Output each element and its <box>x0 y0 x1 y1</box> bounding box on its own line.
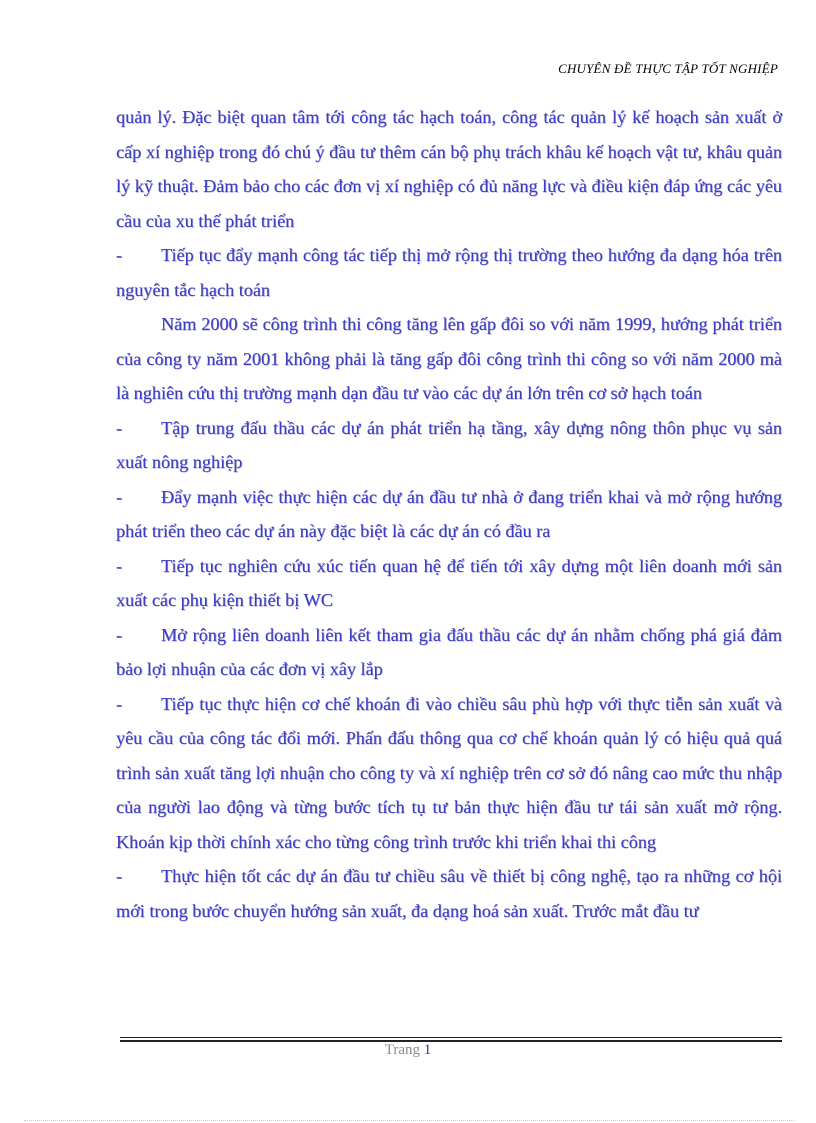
bullet-item <box>116 618 782 687</box>
bullet-text: Thực hiện tốt các dự án đầu tư chiều sâu về thiết bị công nghệ, tạo ra những cơ hội mới trong bước chuyển hướng sản xuất, đa dạng hoá sản xuất. Trước mắt đầu tư <box>116 866 782 921</box>
dash-marker: - <box>116 417 123 438</box>
paragraph: Năm 2000 sẽ công trình thi công tăng lên gấp đôi so với năm 1999, hướng phát triển của công ty năm 2001 không phải là tăng gấp đôi công trình thi công so với năm 2000 mà là nghiên cứu thị trường mạnh dạn đầu tư vào các dự án lớn trên cơ sở hạch toán <box>116 314 782 403</box>
dash-marker: - <box>116 486 123 507</box>
bullet-item <box>116 859 782 928</box>
bullet-text: Đẩy mạnh việc thực hiện các dự án đầu tư nhà ở đang triển khai và mở rộng hướng phát triển theo các dự án này đặc biệt là các dự án có đầu ra <box>116 486 782 541</box>
bullet-item <box>116 411 782 480</box>
running-header: CHUYÊN ĐỀ THỰC TẬP TỐT NGHIỆP <box>558 61 778 76</box>
bullet-item <box>116 687 782 860</box>
page-number: 1 <box>423 1042 432 1058</box>
dash-marker: - <box>116 555 123 576</box>
bullet-text: Tiếp tục thực hiện cơ chế khoán đi vào chiều sâu phù hợp với thực tiễn sản xuất và yêu cầu của công tác đổi mới. Phấn đấu thông qua cơ chế khoán quản lý có hiệu quả quá trình sản xuất tăng lợi nhuận cho công ty và xí nghiệp trên cơ sở đó nâng cao mức thu nhập của người lao động và từng bước tích tụ tư bản thực hiện đầu tư tái sản xuất mở rộng. Khoán kịp thời chính xác cho từng công trình trước khi triển khai thi công <box>116 693 782 852</box>
bullet-text: Mở rộng liên doanh liên kết tham gia đấu thầu các dự án nhằm chống phá giá đảm bảo lợi nhuận của các đơn vị xây lắp <box>116 624 782 679</box>
bullet-item <box>116 238 782 307</box>
dash-marker: - <box>116 245 123 265</box>
page-bottom-divider <box>24 1120 794 1121</box>
dash-marker: - <box>116 624 123 645</box>
body-text <box>116 100 782 928</box>
page-footer <box>0 1042 816 1059</box>
footer-rule-thin <box>120 1037 782 1038</box>
bullet-text: Tiếp tục đẩy mạnh công tác tiếp thị mở rộng thị trường theo hướng đa dạng hóa trên nguyên tắc hạch toán <box>116 245 782 300</box>
paragraph: quản lý. Đặc biệt quan tâm tới công tác hạch toán, công tác quản lý kế hoạch sản xuất ở cấp xí nghiệp trong đó chú ý đầu tư thêm cán bộ phụ trách khâu kế hoạch vật tư, khâu quản lý kỹ thuật. Đảm bảo cho các đơn vị xí nghiệp có đủ năng lực và điều kiện đáp ứng các yêu cầu của xu thế phát triển <box>116 107 782 231</box>
dash-marker: - <box>116 693 123 714</box>
bullet-text: Tiếp tục nghiên cứu xúc tiến quan hệ để tiến tới xây dựng một liên doanh mới sản xuất các phụ kiện thiết bị WC <box>116 555 782 610</box>
page-label: Trang <box>384 1042 421 1058</box>
bullet-text: Tập trung đấu thầu các dự án phát triển hạ tầng, xây dựng nông thôn phục vụ sản xuất nông nghiệp <box>116 417 782 472</box>
bullet-item <box>116 480 782 549</box>
bullet-item <box>116 549 782 618</box>
dash-marker: - <box>116 866 123 886</box>
